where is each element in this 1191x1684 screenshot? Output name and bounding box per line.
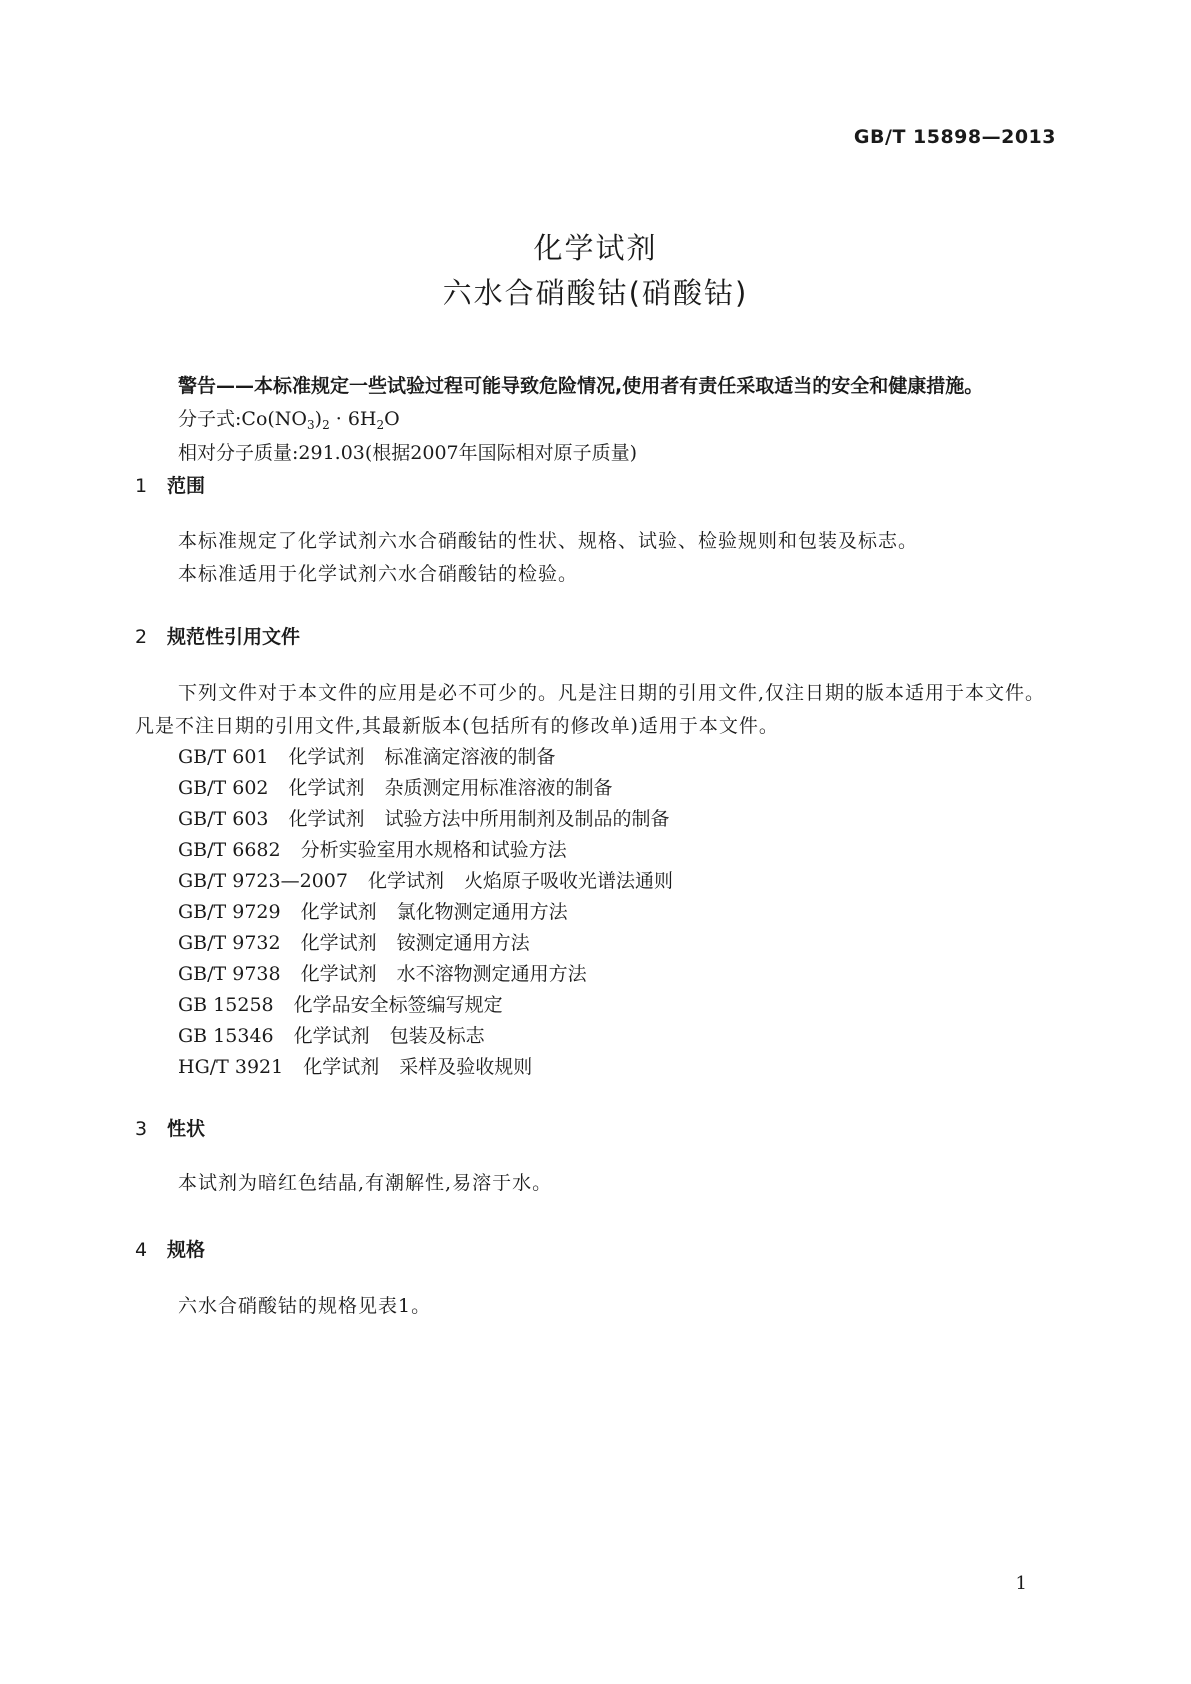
reference-item bbox=[178, 928, 530, 955]
formula-part: ) bbox=[314, 408, 323, 430]
formula-part: · 6H bbox=[329, 408, 377, 430]
reference-subject: 氯化物测定通用方法 bbox=[396, 901, 568, 923]
page-number: 1 bbox=[1015, 1573, 1027, 1594]
reference-item bbox=[178, 990, 503, 1017]
reference-title: 化学试剂 bbox=[367, 870, 444, 892]
reference-code: GB/T 601 bbox=[178, 746, 269, 768]
reference-code: GB/T 9732 bbox=[178, 932, 281, 954]
reference-title: 化学试剂 bbox=[288, 808, 365, 830]
reference-subject: 水不溶物测定通用方法 bbox=[396, 963, 587, 985]
document-title-line-1: 化学试剂 bbox=[533, 231, 658, 265]
reference-item bbox=[178, 773, 613, 800]
reference-title: 分析实验室用水规格和试验方法 bbox=[300, 839, 567, 861]
section-title: 规格 bbox=[167, 1239, 206, 1261]
reference-subject: 铵测定通用方法 bbox=[396, 932, 530, 954]
section-title: 性状 bbox=[167, 1118, 206, 1140]
reference-code: GB/T 603 bbox=[178, 808, 269, 830]
reference-code: GB 15346 bbox=[178, 1025, 274, 1047]
formula-subscript: 2 bbox=[322, 418, 330, 432]
reference-item bbox=[178, 866, 673, 893]
section-title: 范围 bbox=[167, 475, 206, 497]
reference-item bbox=[178, 897, 568, 924]
reference-title: 化学试剂 bbox=[300, 932, 377, 954]
section-number: 4 bbox=[135, 1239, 148, 1261]
section-number: 1 bbox=[135, 475, 148, 497]
section-title: 规范性引用文件 bbox=[167, 626, 301, 648]
reference-item bbox=[178, 1021, 485, 1048]
reference-item bbox=[178, 835, 567, 862]
molecular-formula bbox=[178, 404, 400, 432]
reference-title: 化学品安全标签编写规定 bbox=[293, 994, 503, 1016]
section-heading-3 bbox=[135, 1114, 205, 1141]
reference-code: GB 15258 bbox=[178, 994, 274, 1016]
reference-title: 化学试剂 bbox=[288, 777, 365, 799]
formula-subscript: 2 bbox=[376, 418, 385, 432]
scope-paragraph: 本标准适用于化学试剂六水合硝酸钴的检验。 bbox=[178, 563, 579, 585]
section-heading-1 bbox=[135, 471, 205, 498]
reference-code: GB/T 9729 bbox=[178, 901, 281, 923]
reference-code: GB/T 6682 bbox=[178, 839, 281, 861]
section-number: 3 bbox=[135, 1118, 148, 1140]
safety-warning: 警告——本标准规定一些试验过程可能导致危险情况,使用者有责任采取适当的安全和健康措施。 bbox=[178, 375, 984, 397]
document-title-line-2: 六水合硝酸钴(硝酸钴) bbox=[442, 276, 749, 310]
standard-number: GB/T 15898—2013 bbox=[853, 126, 1056, 148]
formula-part: O bbox=[384, 408, 400, 430]
formula-part: Co(NO bbox=[241, 408, 307, 430]
section-number: 2 bbox=[135, 626, 148, 648]
reference-subject: 试验方法中所用制剂及制品的制备 bbox=[384, 808, 670, 830]
reference-subject: 包装及标志 bbox=[389, 1025, 485, 1047]
reference-title: 化学试剂 bbox=[303, 1056, 380, 1078]
reference-code: GB/T 602 bbox=[178, 777, 269, 799]
reference-item bbox=[178, 959, 587, 986]
reference-item bbox=[178, 1052, 532, 1079]
normative-intro-paragraph: 下列文件对于本文件的应用是必不可少的。凡是注日期的引用文件,仅注日期的版本适用于本文件。凡是不注日期的引用文件,其最新版本(包括所有的修改单)适用于本文件。 bbox=[135, 682, 1046, 737]
section-heading-2 bbox=[135, 622, 300, 649]
reference-code: GB/T 9738 bbox=[178, 963, 281, 985]
scope-paragraph: 本标准规定了化学试剂六水合硝酸钴的性状、规格、试验、检验规则和包装及标志。 bbox=[178, 530, 919, 552]
section-heading-4 bbox=[135, 1235, 205, 1262]
reference-code: GB/T 9723—2007 bbox=[178, 870, 348, 892]
reference-subject: 火焰原子吸收光谱法通则 bbox=[463, 870, 673, 892]
relative-molecular-mass: 相对分子质量:291.03(根据2007年国际相对原子质量) bbox=[178, 442, 638, 464]
specification-paragraph: 六水合硝酸钴的规格见表1。 bbox=[178, 1295, 432, 1317]
reference-subject: 标准滴定溶液的制备 bbox=[384, 746, 556, 768]
formula-label: 分子式: bbox=[178, 408, 242, 430]
reference-code: HG/T 3921 bbox=[178, 1056, 284, 1078]
reference-title: 化学试剂 bbox=[300, 963, 377, 985]
reference-subject: 采样及验收规则 bbox=[399, 1056, 533, 1078]
reference-item bbox=[178, 742, 556, 769]
reference-subject: 杂质测定用标准溶液的制备 bbox=[384, 777, 613, 799]
reference-item bbox=[178, 804, 670, 831]
reference-title: 化学试剂 bbox=[293, 1025, 370, 1047]
formula-subscript: 3 bbox=[307, 418, 315, 432]
reference-title: 化学试剂 bbox=[288, 746, 365, 768]
properties-paragraph: 本试剂为暗红色结晶,有潮解性,易溶于水。 bbox=[178, 1172, 553, 1194]
reference-title: 化学试剂 bbox=[300, 901, 377, 923]
